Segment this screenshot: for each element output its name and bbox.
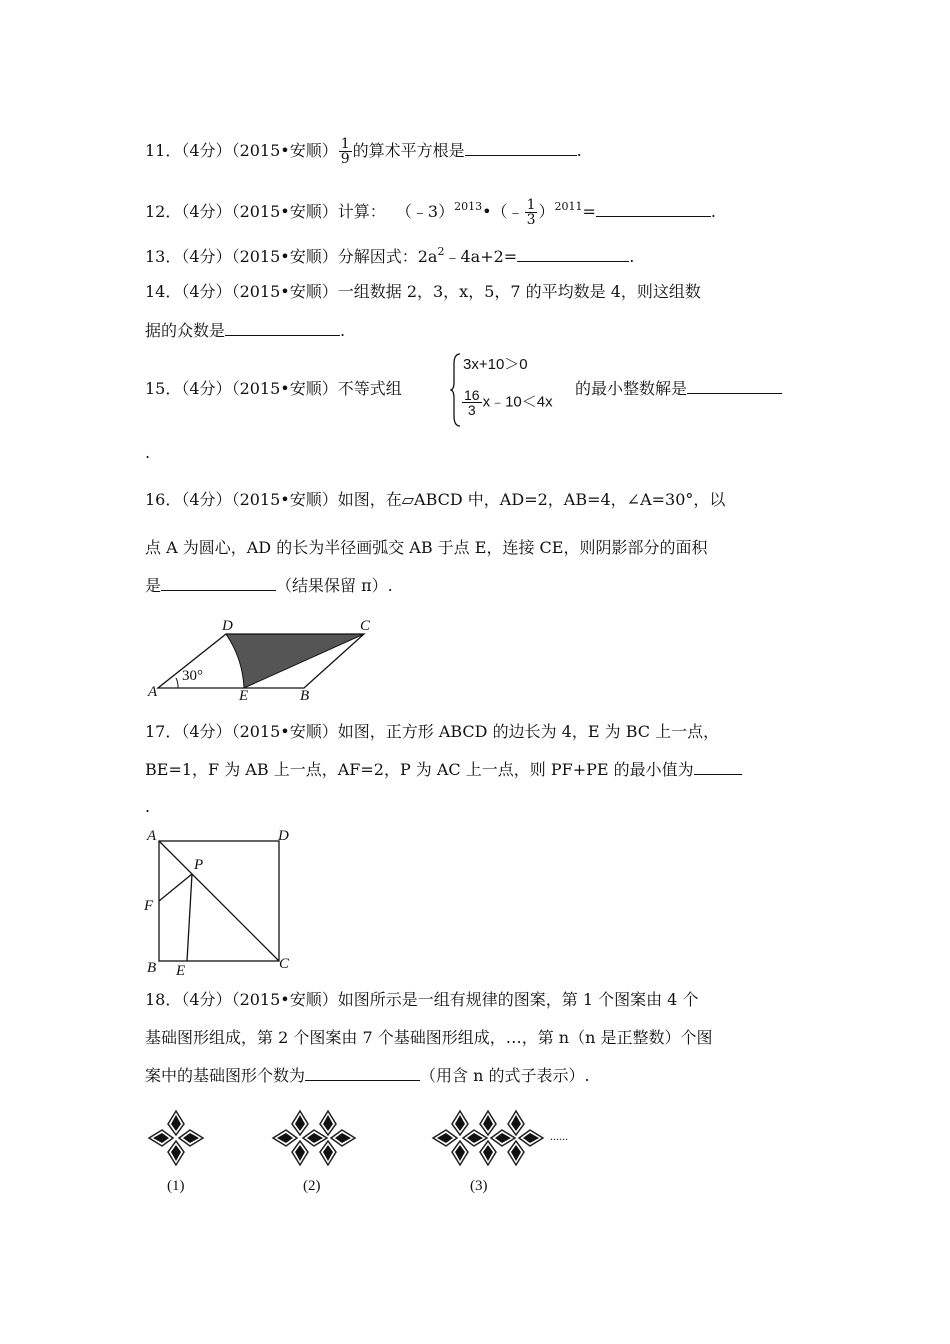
q18-number: 18． — [145, 990, 182, 1009]
basic-shape — [149, 1130, 173, 1146]
q15-answer-blank[interactable] — [687, 379, 782, 394]
q18-line1: 如图所示是一组有规律的图案，第 1 个图案由 4 个 — [337, 990, 699, 1009]
basic-shape — [320, 1141, 336, 1165]
pattern-3 — [433, 1111, 543, 1165]
q14-number: 14． — [145, 282, 182, 301]
basic-shape — [168, 1141, 184, 1165]
figure-16-parallelogram — [140, 612, 390, 707]
basic-shape — [452, 1141, 468, 1165]
label-C: C — [360, 618, 371, 634]
q17-answer-blank[interactable] — [694, 760, 742, 775]
basic-shape — [433, 1130, 457, 1146]
q13-text: 分解因式：2a — [337, 247, 438, 266]
caption-2: (2) — [303, 1178, 321, 1194]
q16-score: （4分） — [181, 490, 232, 509]
q17-source: （2015•安顺） — [231, 722, 338, 741]
label-P: P — [194, 857, 204, 873]
basic-shape — [508, 1141, 524, 1165]
label-B: B — [147, 960, 157, 976]
q15-number: 15． — [145, 379, 182, 398]
basic-shape — [463, 1130, 487, 1146]
label-E: E — [239, 688, 249, 704]
basic-shape — [292, 1141, 308, 1165]
q15-system-line2: $\frac{16}{3}$ x﹣10＜4x — [464, 387, 553, 418]
q13-score: （4分） — [181, 247, 232, 266]
q18-score: （4分） — [181, 990, 232, 1009]
basic-shape — [452, 1111, 468, 1135]
basic-shape — [320, 1111, 336, 1135]
q12-source: （2015•安顺） — [231, 202, 338, 221]
q15-source: （2015•安顺） — [231, 379, 338, 398]
question-16-line2 — [145, 538, 810, 558]
basic-shape — [491, 1130, 515, 1146]
question-13: 13．（4分）（2015•安顺）分解因式：$2a^2﹣4a+2=$ . — [145, 245, 635, 266]
q13-answer-blank[interactable] — [517, 247, 629, 262]
q12-answer-blank[interactable] — [596, 202, 711, 217]
label-D: D — [278, 828, 289, 844]
segment-pf — [159, 874, 192, 901]
diagonal-ac — [159, 841, 279, 961]
q11-score: （4分） — [181, 141, 232, 160]
label-C: C — [279, 956, 290, 972]
q15-fraction: $\frac{16}{3}$ — [464, 387, 480, 418]
label-B: B — [300, 688, 310, 704]
q17-number: 17． — [145, 722, 182, 741]
q16-answer-blank[interactable] — [161, 576, 276, 591]
q16-line2: 点 A 为圆心，AD 的长为半径画弧交 AB 于点 E，连接 CE，则阴影部分的面积 — [145, 538, 708, 557]
q11-text: 的算术平方根是 — [352, 141, 465, 160]
figure-18-patterns — [140, 1100, 600, 1200]
basic-shape — [331, 1130, 355, 1146]
question-16-line3: 是 （结果保留 π）. — [145, 576, 393, 595]
pattern-2 — [273, 1111, 355, 1165]
q12-score: （4分） — [181, 202, 232, 221]
basic-shape — [508, 1111, 524, 1135]
label-E: E — [176, 963, 186, 979]
question-14-line2: 据的众数是 . — [145, 321, 346, 340]
q16-line1: 如图，在▱ABCD 中，AD=2，AB=4，∠A=30°，以 — [337, 490, 726, 509]
q15-end: . — [145, 443, 151, 462]
q18-line2: 基础图形组成，第 2 个图案由 7 个基础图形组成，…，第 n（n 是正整数）个图 — [145, 1028, 713, 1047]
ellipsis: ...... — [550, 1129, 568, 1143]
question-18-line3: 案中的基础图形个数为 （用含 n 的式子表示）. — [145, 1066, 590, 1085]
q11-source: （2015•安顺） — [231, 141, 338, 160]
q15-text2: 的最小整数解是 — [575, 379, 688, 398]
q14-answer-blank[interactable] — [225, 321, 340, 336]
question-18-line2 — [145, 1028, 810, 1048]
basic-shape — [480, 1111, 496, 1135]
question-11: 11．（4分）（2015•安顺） $\frac{1}{9}$ 的算术平方根是 . — [145, 136, 582, 167]
q15-text: 不等式组 — [337, 379, 402, 398]
q11-fraction: $\frac{1}{9}$ — [340, 136, 350, 167]
q11-answer-blank[interactable] — [465, 141, 577, 156]
label-A: A — [148, 684, 158, 700]
q12-text: 计算： — [337, 202, 386, 221]
q18-source: （2015•安顺） — [231, 990, 338, 1009]
q16-source: （2015•安顺） — [231, 490, 338, 509]
q15-score: （4分） — [181, 379, 232, 398]
question-14 — [145, 282, 810, 302]
basic-shape — [480, 1141, 496, 1165]
segment-pe — [187, 874, 192, 961]
basic-shape — [179, 1130, 203, 1146]
q13-source: （2015•安顺） — [231, 247, 338, 266]
label-A: A — [147, 828, 157, 844]
q14-source: （2015•安顺） — [231, 282, 338, 301]
basic-shape — [273, 1130, 297, 1146]
basic-shape — [519, 1130, 543, 1146]
q13-number: 13． — [145, 247, 182, 266]
basic-shape — [168, 1111, 184, 1135]
question-17-line2 — [145, 760, 810, 780]
question-12: 12．（4分）（2015•安顺）计算： （﹣3）$^{2013}$•（﹣ $\frac{1}{3}$ ）$^{2011}$= . — [145, 197, 716, 228]
q17-score: （4分） — [181, 722, 232, 741]
q16-number: 16． — [145, 490, 182, 509]
question-16 — [145, 490, 810, 510]
shaded-region — [226, 634, 364, 688]
label-D: D — [222, 618, 233, 634]
q12-fraction: $\frac{1}{3}$ — [526, 197, 536, 228]
figure-17-square — [140, 822, 300, 982]
caption-3: (3) — [470, 1178, 488, 1194]
q12-base1: （﹣3） — [395, 202, 455, 221]
q15-tail — [575, 379, 782, 399]
q14-line1: 一组数据 2，3，x，5，7 的平均数是 4，则这组数 — [337, 282, 701, 301]
question-18 — [145, 990, 810, 1010]
basic-shape — [292, 1111, 308, 1135]
q17-end: . — [145, 797, 151, 816]
q12-number: 12． — [145, 202, 182, 221]
q17-line2: BE=1，F 为 AB 上一点，AF=2，P 为 AC 上一点，则 PF+PE 的最小值为 — [145, 760, 694, 779]
label-F: F — [144, 898, 154, 914]
q14-score: （4分） — [181, 282, 232, 301]
q11-number: 11． — [145, 141, 182, 160]
q14-line2: 据的众数是 — [145, 321, 226, 340]
question-17 — [145, 722, 810, 742]
q15-system-line1: 3x+10＞0 — [463, 356, 528, 373]
q17-line1: 如图，正方形 ABCD 的边长为 4，E 为 BC 上一点， — [337, 722, 720, 741]
angle-label: 30° — [182, 668, 203, 684]
pattern-1 — [149, 1111, 203, 1165]
q18-answer-blank[interactable] — [305, 1066, 420, 1081]
basic-shape — [303, 1130, 327, 1146]
angle-arc — [176, 678, 178, 688]
caption-1: (1) — [167, 1178, 185, 1194]
